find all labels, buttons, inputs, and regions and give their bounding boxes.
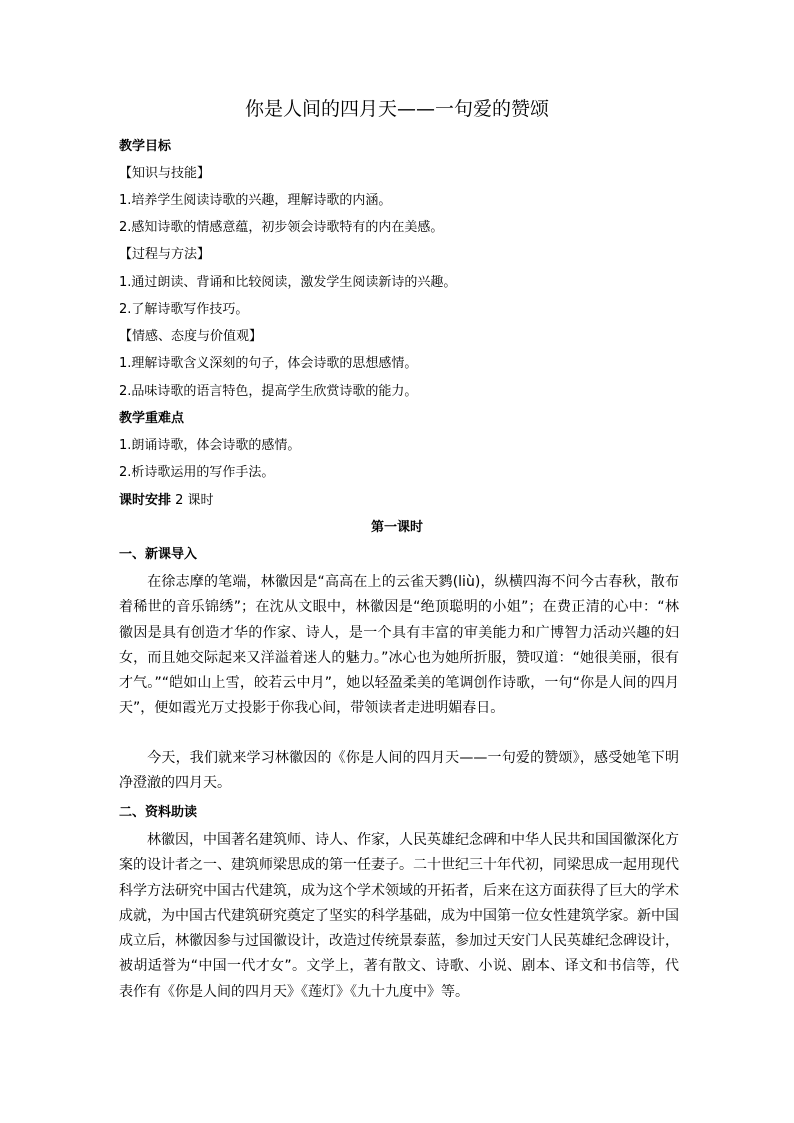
section1-paragraph-1-text: 在徐志摩的笔端，林徽因是“高高在上的云雀天鹨(liù)，纵横四海不问今古春秋，散布着稀世的音乐锦绣”；在沈从文眼中，林徽因是“绝顶聪明的小姐”；在费正清的心中：“林徽因是具有创造才华的作家、诗人，是一个具有丰富的审美能力和广博智力活动兴趣的妇女，而且她交际起来又洋溢着迷人的魅力。”冰心也为她所折服，赞叹道：“她很美丽，很有才气。”“皑如山上雪，皎若云中月”，她以轻盈柔美的笔调创作诗歌，一句“你是人间的四月天”，便如霞光万丈投影于你我心间，带领读者走进明媚春日。 [119,574,679,717]
section1-paragraph-1 [119,570,679,722]
objectives-heading: 教学目标 [119,139,172,154]
process-item-2: 2.了解诗歌写作技巧。 [119,302,249,317]
schedule-label: 课时安排 [119,493,172,508]
difficulty-item-1: 1.朗诵诗歌，体会诗歌的感情。 [119,438,301,453]
difficulty-item-2: 2.析诗歌运用的写作手法。 [119,465,275,480]
section2-paragraph-1-text: 林徽因，中国著名建筑师、诗人、作家，人民英雄纪念碑和中华人民共和国国徽深化方案的设计者之一、建筑师梁思成的第一任妻子。二十世纪三十年代初，同梁思成一起用现代科学方法研究中国古代建筑，成为这个学术领域的开拓者，后来在这方面获得了巨大的学术成就，为中国古代建筑研究奠定了坚实的科学基础，成为中国第一位女性建筑学家。新中国成立后，林徽因参与过国徽设计，改造过传统景泰蓝，参加过天安门人民英雄纪念碑设计，被胡适誉为“中国一代才女”。文学上，著有散文、诗歌、小说、剧本、译文和书信等，代表作有《你是人间的四月天》《莲灯》《九十九度中》等。 [119,832,679,1000]
section1-paragraph-2-text: 今天，我们就来学习林徽因的《你是人间的四月天——一句爱的赞颂》，感受她笔下明净澄澈的四月天。 [119,750,679,792]
section1-paragraph-2 [119,746,679,797]
process-item-1: 1.通过朗读、背诵和比较阅读，激发学生阅读新诗的兴趣。 [119,275,457,290]
difficulty-heading: 教学重难点 [119,411,185,426]
knowledge-item-1: 1.培养学生阅读诗歌的兴趣，理解诗歌的内涵。 [119,193,392,208]
emotion-item-1: 1.理解诗歌含义深刻的句子，体会诗歌的思想感情。 [119,356,418,371]
lesson-title: 第一课时 [370,520,423,535]
section2-paragraph-1 [119,828,679,1005]
knowledge-heading: 【知识与技能】 [119,166,211,181]
schedule-line [119,492,679,510]
emotion-heading: 【情感、态度与价值观】 [119,329,263,344]
schedule-value: 2 课时 [175,493,214,508]
document-title: 你是人间的四月天——一句爱的赞颂 [244,98,549,120]
section1-heading: 一、新课导入 [119,547,198,562]
knowledge-item-2: 2.感知诗歌的情感意蕴，初步领会诗歌特有的内在美感。 [119,220,444,235]
emotion-item-2: 2.品味诗歌的语言特色，提高学生欣赏诗歌的能力。 [119,384,418,399]
process-heading: 【过程与方法】 [119,247,211,262]
section2-heading: 二、资料助读 [119,805,198,820]
